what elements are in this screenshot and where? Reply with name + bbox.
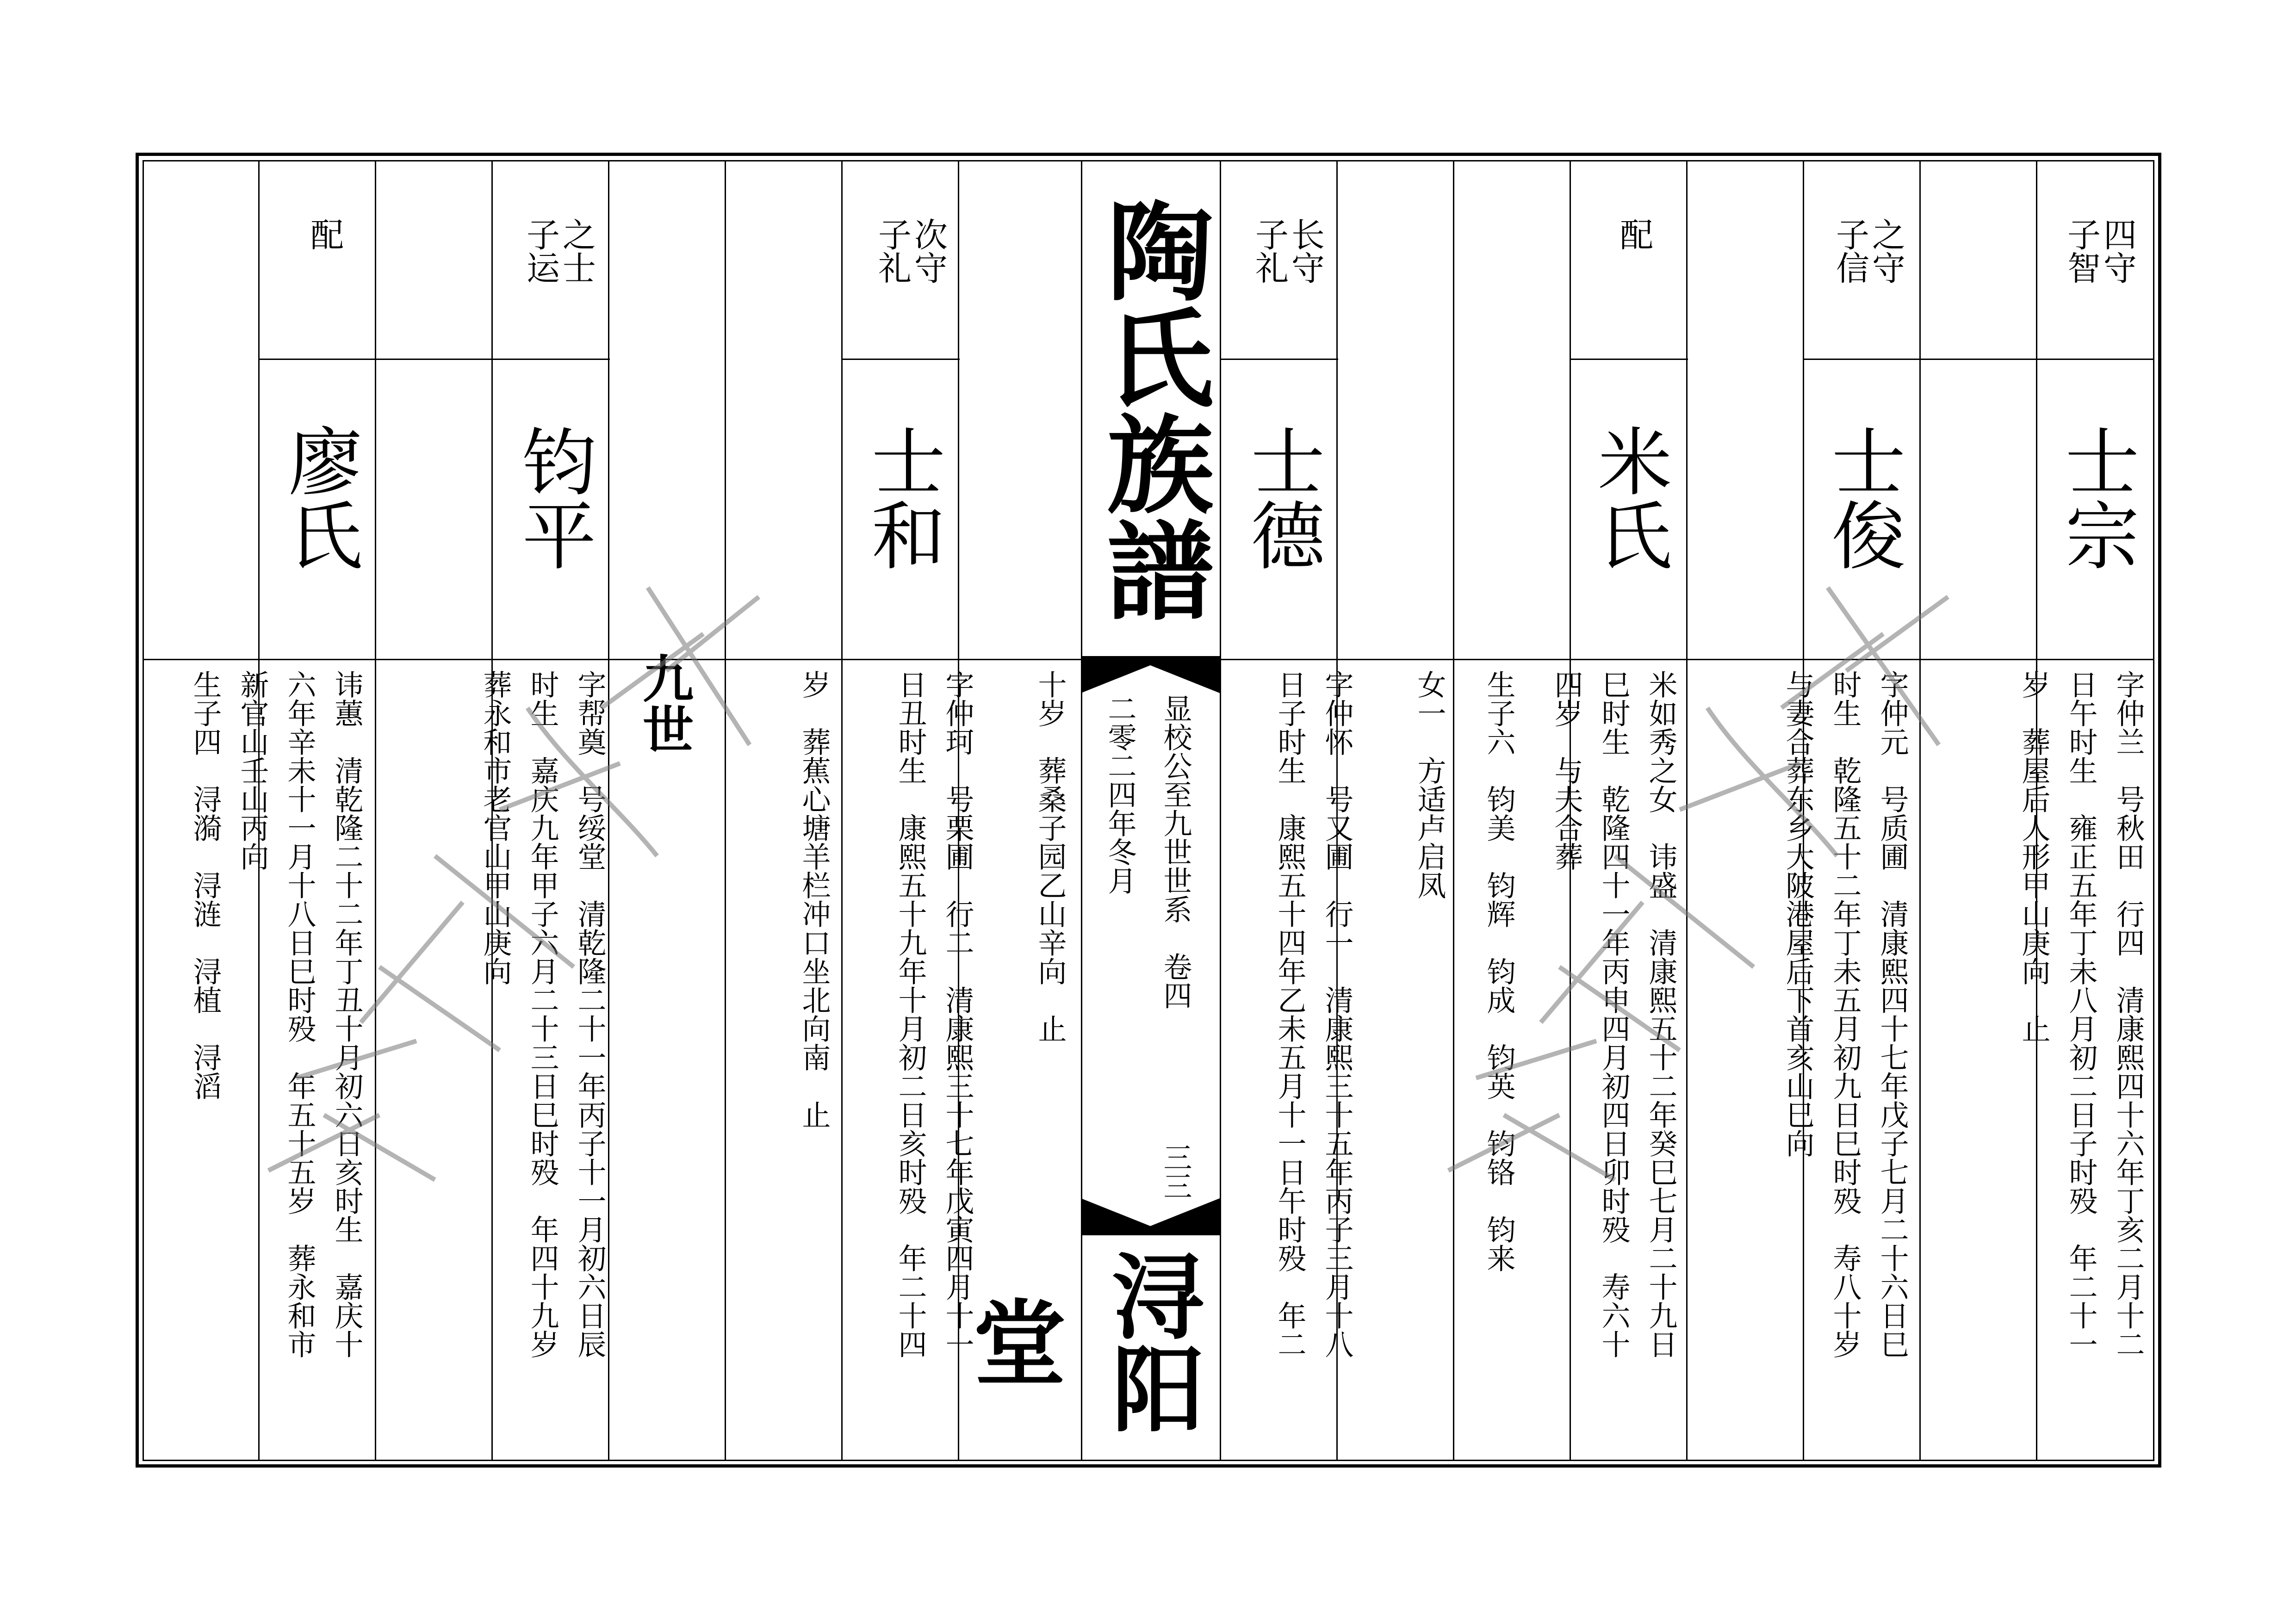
column-divider [1919,160,1921,1461]
relation-label: 四守 子智 [2062,217,2137,284]
person-biography: 讳蕙 清乾隆二十二年丁丑十月初六日亥时生 嘉庆十 六年辛未十一月十八日巳时殁 年五十五岁 葬永和市 新官山壬山丙向 生子四 浔漪 浔涟 浔植 浔滔 [188,670,364,1358]
person-biography: 米如秀之女 讳盛 清康熙五十二年癸巳七月二十九日 巳时生 乾隆四十一年丙申四月初四日卯时殁 寿六十 四岁 与夫合葬 [1550,670,1678,1358]
person-name: 士德 [1238,423,1325,571]
relation-label: 配 [305,217,344,251]
person-biography: 字仲珂 号栗圃 行二 清康熙三十七年戊寅四月十一 日丑时生 康熙五十九年十月初二日亥时殁 年二十四 [894,670,974,1358]
row-divider [143,659,1081,660]
page-number: 三三 [1159,1143,1192,1200]
person-biography-cont: 岁 葬蕉心塘羊栏冲口坐北向南 止 [797,670,831,1129]
person-biography: 字仲兰 号秋田 行四 清康熙四十六年丁亥二月十二 日午时生 雍正五年丁未八月初二日子时殁 年二十一 岁 葬屋后人形甲山庚向 止 [2017,670,2145,1358]
compile-date: 二零二四年冬月 [1103,694,1137,895]
volume-info: 显校公至九世世系 卷四 [1159,694,1192,1010]
column-divider [1686,160,1688,1461]
person-name: 士俊 [1819,423,1906,571]
daughter-note: 女一 方适卢启凤 [1413,670,1446,899]
row-divider [1220,659,2154,660]
hall-name: 浔阳堂 [958,1249,1204,1434]
relation-label: 配 [1614,217,1653,251]
generation-label: 九世 [634,652,694,754]
person-name: 士宗 [2053,423,2140,571]
person-biography: 字仲元 号质圃 清康熙四十七年戊子七月二十六日巳 时生 乾隆五十二年丁未五月初九日巳时殁 寿八十岁 与妻合葬东乡大陂港屋后下首亥山巳向 [1781,670,1909,1358]
relation-label: 次守 子礼 [873,217,948,284]
relation-label: 之守 子信 [1831,217,1905,284]
column-divider [841,160,843,1461]
person-biography-cont: 十岁 葬桑子园乙山辛向 止 [1033,670,1067,1043]
book-title: 陶氏族譜 [1089,197,1212,622]
person-biography: 字帮奠 号绥堂 清乾隆二十一年丙子十一月初六日辰 时生 嘉庆九年甲子六月二十三日巳时殁 年四十九岁 葬永和市老官山甲山庚向 [478,670,607,1358]
person-biography: 字仲怀 号又圃 行一 清康熙三十五年丙子三月十八 日子时生 康熙五十四年乙未五月十一日午时殁 年二 [1273,670,1354,1358]
column-divider [1220,160,1221,1461]
relation-label: 长守 子礼 [1250,217,1325,284]
row-divider [258,359,493,360]
column-divider [375,160,376,1461]
person-name: 士和 [859,423,946,571]
person-name: 钧平 [509,423,596,571]
person-name: 米氏 [1585,423,1672,571]
column-divider [1453,160,1454,1461]
children-list: 生子六 钧美 钧辉 钧成 钧英 钧铬 钧来 [1482,670,1516,1272]
column-divider [725,160,726,1461]
relation-label: 之士 子运 [521,217,596,284]
title-band-top [1081,656,1220,693]
person-name: 廖氏 [276,423,363,571]
